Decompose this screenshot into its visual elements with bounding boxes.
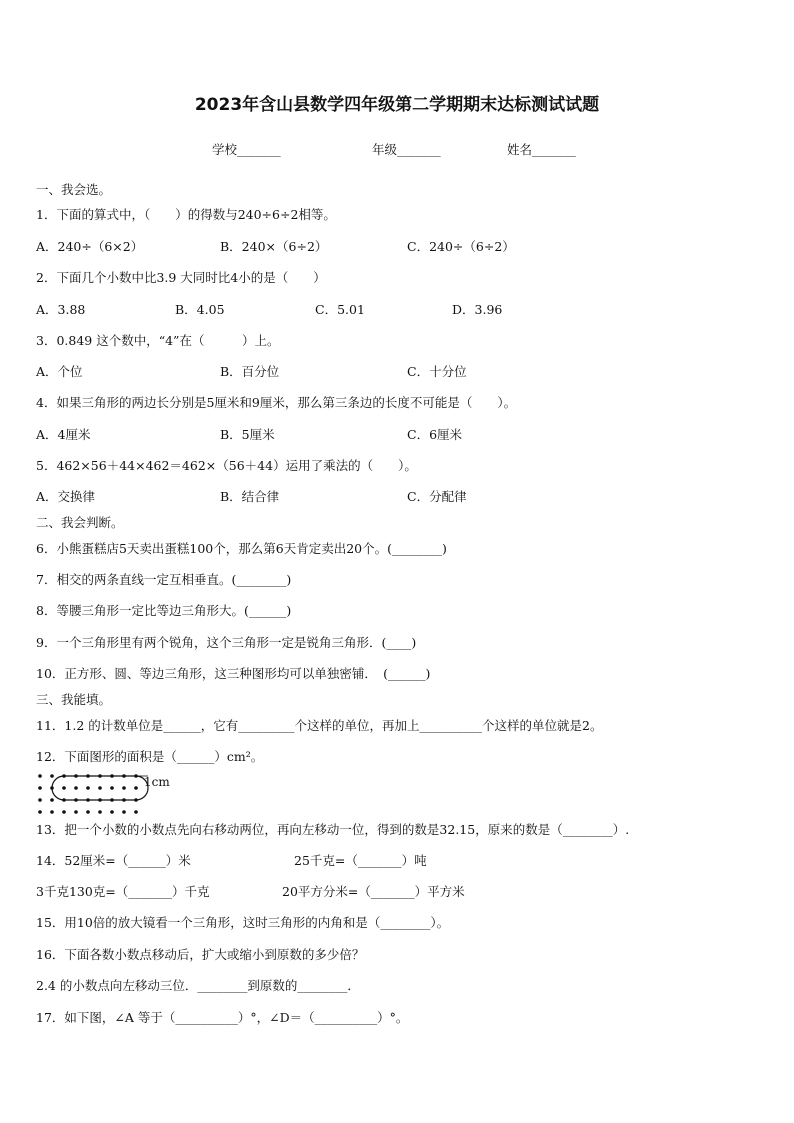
section-heading-fill: 三、我能填。 <box>36 692 112 707</box>
section-heading-choice: 一、我会选。 <box>36 182 112 197</box>
q5-option-a[interactable]: A．交换律 <box>36 489 96 504</box>
question-16: 16．下面各数小数点移动后，扩大或缩小到原数的多少倍？ <box>36 947 365 962</box>
q1-option-c[interactable]: C．240÷（6÷2） <box>407 239 515 254</box>
unit-label: 1cm <box>144 775 170 789</box>
question-3: 3．0.849 这个数中，“4”在（ ）上。 <box>36 333 280 348</box>
school-field[interactable]: 学校_______ <box>212 142 281 157</box>
q2-option-d[interactable]: D．3.96 <box>452 302 503 317</box>
section-heading-judge: 二、我会判断。 <box>36 515 124 530</box>
question-15: 15．用10倍的放大镜看一个三角形，这时三角形的内角和是（________）。 <box>36 915 450 930</box>
q5-option-c[interactable]: C．分配律 <box>407 489 467 504</box>
question-16-line: 2.4 的小数点向左移动三位．________到原数的________． <box>36 978 360 993</box>
name-field[interactable]: 姓名_______ <box>507 142 576 157</box>
question-2: 2．下面几个小数中比3.9 大同时比4小的是（ ） <box>36 270 326 285</box>
q1-option-a[interactable]: A．240÷（6×2） <box>36 239 144 254</box>
question-5: 5．462×56＋44×462＝462×（56＋44）运用了乘法的（ ）。 <box>36 458 417 473</box>
q2-option-b[interactable]: B．4.05 <box>175 302 225 317</box>
question-6: 6．小熊蛋糕店5天卖出蛋糕100个，那么第6天肯定卖出20个。(________) <box>36 541 447 556</box>
question-1: 1．下面的算式中，（ ）的得数与240÷6÷2相等。 <box>36 207 336 222</box>
q4-option-a[interactable]: A．4厘米 <box>36 427 91 442</box>
question-14b: 25千克=（_______）吨 <box>294 853 427 868</box>
page-title: 2023年含山县数学四年级第二学期期末达标测试试题 <box>194 95 600 115</box>
q4-option-b[interactable]: B．5厘米 <box>220 427 275 442</box>
question-12: 12．下面图形的面积是（______）cm²。 <box>36 749 264 764</box>
question-4: 4．如果三角形的两边长分别是5厘米和9厘米，那么第三条边的长度不可能是（ ）。 <box>36 395 517 410</box>
dot-grid-figure <box>36 772 186 814</box>
q2-option-c[interactable]: C．5.01 <box>315 302 365 317</box>
q3-option-c[interactable]: C．十分位 <box>407 364 467 379</box>
q1-option-b[interactable]: B．240×（6÷2） <box>220 239 328 254</box>
question-13: 13．把一个小数的小数点先向右移动两位，再向左移动一位，得到的数是32.15，原来的数是（________）. <box>36 822 630 837</box>
question-14c: 3千克130克=（_______）千克 <box>36 884 210 899</box>
question-8: 8．等腰三角形一定比等边三角形大。(______) <box>36 603 292 618</box>
question-14d: 20平方分米=（_______）平方米 <box>282 884 465 899</box>
q3-option-b[interactable]: B．百分位 <box>220 364 280 379</box>
question-11: 11．1.2 的计数单位是______，它有_________个这样的单位，再加上__________个这样的单位就是2。 <box>36 718 603 733</box>
grade-field[interactable]: 年级_______ <box>372 142 441 157</box>
question-10: 10．正方形、圆、等边三角形，这三种图形均可以单独密铺． (______) <box>36 666 431 681</box>
q3-option-a[interactable]: A．个位 <box>36 364 83 379</box>
q2-option-a[interactable]: A．3.88 <box>36 302 86 317</box>
q4-option-c[interactable]: C．6厘米 <box>407 427 463 442</box>
question-9: 9．一个三角形里有两个锐角，这个三角形一定是锐角三角形．(____) <box>36 635 417 650</box>
question-14a: 14．52厘米=（______）米 <box>36 853 191 868</box>
question-7: 7．相交的两条直线一定互相垂直。(________) <box>36 572 292 587</box>
q5-option-b[interactable]: B．结合律 <box>220 489 280 504</box>
question-17: 17．如下图，∠A 等于（__________）°，∠D＝（__________）°。 <box>36 1010 409 1025</box>
